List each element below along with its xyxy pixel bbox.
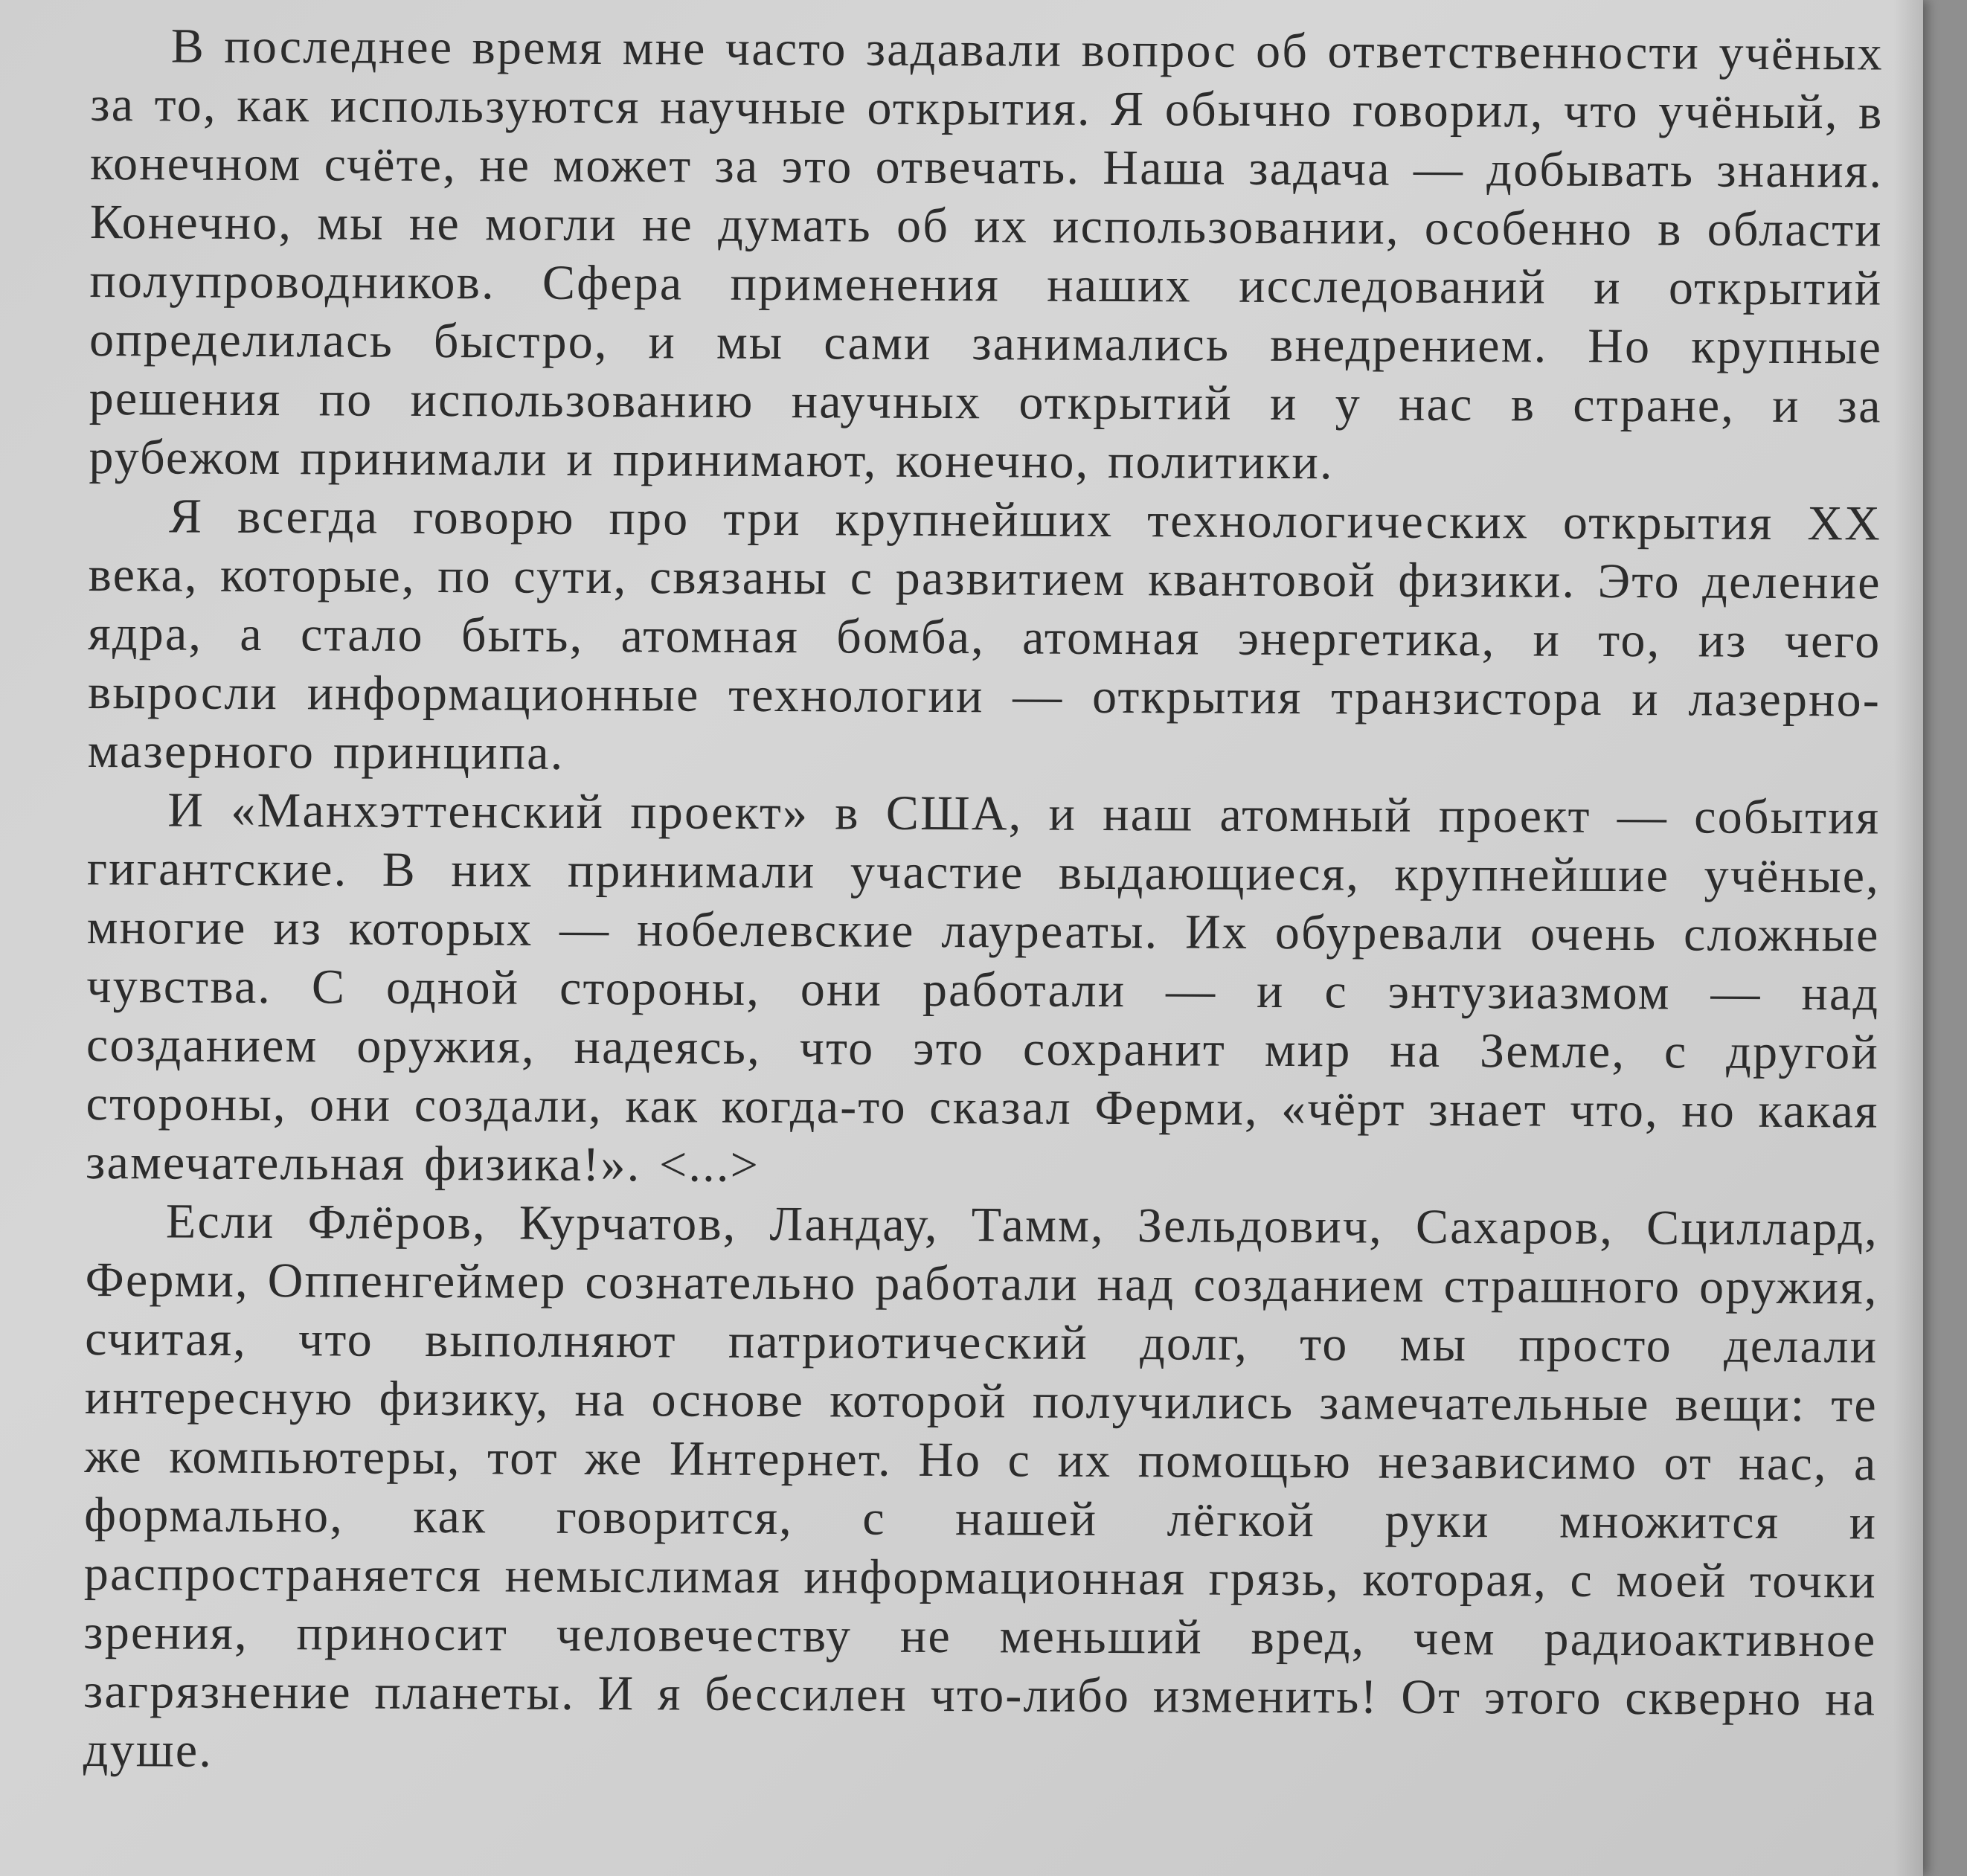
paragraph-1: В последнее время мне часто задавали вопрос об ответственности учёных за то, как используются научные открытия. Я обычно говорил, что учёный, в конечном счёте, не может за это отвечать. Наша задача — добывать знания. Конечно, мы не могли не думать об их использовании, особенно в области полупроводников. Сфера применения наших исследований и открытий определилась быстро, и мы сами занимались внедрением. Но крупные решения по использованию научных открытий и у нас в стране, и за рубежом принимали и принимают, конечно, политики. bbox=[89, 19, 1884, 490]
paragraph-4: Если Флёров, Курчатов, Ландау, Тамм, Зельдович, Сахаров, Сциллард, Ферми, Оппенгеймер сознательно работали над созданием страшного оружия, считая, что выполняют патриотический долг, то мы просто делали интересную физику, на основе которой получились замечательные вещи: те же компьютеры, тот же Интернет. Но с их помощью независимо от нас, а формально, как говорится, с нашей лёгкой руки множится и распространяется немыслимая информационная грязь, которая, с моей точки зрения, приносит человечеству не меньший вред, чем радиоактивное загрязнение планеты. И я бессилен что-либо изменить! От этого скверно на душе. bbox=[83, 1194, 1879, 1778]
paragraph-3: И «Манхэттенский проект» в США, и наш атомный проект — события гигантские. В них принимали участие выдающиеся, крупнейшие учёные, многие из которых — нобелевские лауреаты. Их обуревали очень сложные чувства. С одной стороны, они работали — и с энтузиазмом — над созданием оружия, надеясь, что это сохранит мир на Земле, с другой стороны, они создали, как когда-то сказал Ферми, «чёрт знает что, но какая замечательная физика!». <...> bbox=[86, 783, 1881, 1192]
text-block bbox=[83, 16, 1884, 1787]
paragraph-2: Я всегда говорю про три крупнейших технологических открытия XX века, которые, по сути, связаны с развитием квантовой физики. Это деление ядра, а стало быть, атомная бомба, атомная энергетика, и то, из чего выросли информационные технологии — открытия транзистора и лазерно-мазерного принципа. bbox=[87, 489, 1882, 780]
